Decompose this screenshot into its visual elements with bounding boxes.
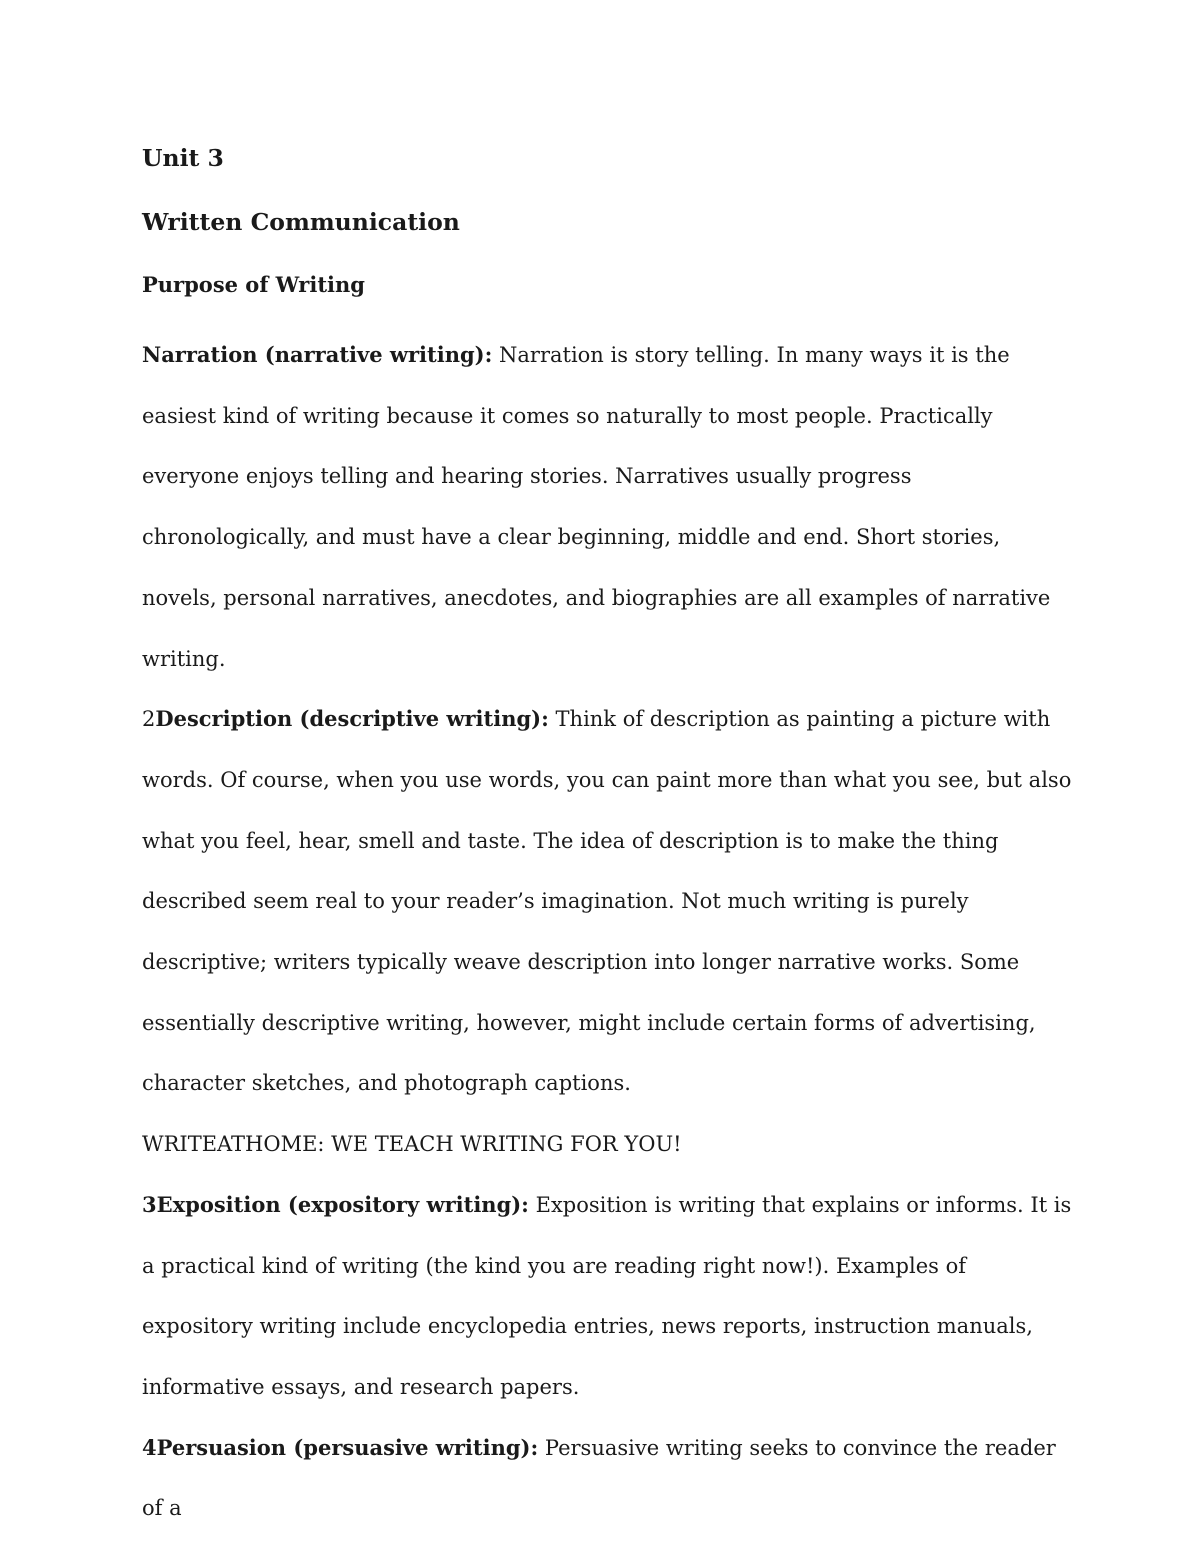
unit-heading: Unit 3 [142,144,224,172]
term-description: Description (descriptive writing): [155,706,549,732]
paragraph-exposition [142,1175,1072,1418]
term-exposition: Exposition (expository writing): [156,1191,529,1217]
term-persuasion: Persuasion (persuasive writing): [156,1434,539,1460]
paragraph-text: Think of description as painting a picture with words. Of course, when you use words, you can paint more than what you see, but also what you feel, hear, smell and taste. The idea of description is to make the thing described seem real to your reader’s imagination. Not much writing is purely descriptive; writers typically weave description into longer narrative works. Some essentially descriptive writing, however, might include certain forms of advertising, character sketches, and photograph captions. [142,707,1072,1096]
paragraph-text: Narration is story telling. In many ways it is the easiest kind of writing because it comes so naturally to most people. Practically everyone enjoys telling and hearing stories. Narratives usually progress chronologically, and must have a clear beginning, middle and end. Short stories, novels, personal narratives, anecdotes, and biographies are all examples of narrative writing. [142,343,1051,671]
paragraph-number: 4 [142,1434,157,1460]
paragraph-text: Persuasive writing seeks to convince the reader of a [142,1435,1056,1521]
term-narration: Narration (narrative writing): [142,342,493,367]
paragraph-number: 3 [142,1191,157,1217]
document-title: Written Communication [142,208,460,236]
section-subtitle: Purpose of Writing [142,272,365,297]
paragraph-number: 2 [142,707,156,732]
paragraph-narration [142,325,1072,689]
promo-banner: WRITEATHOME: WE TEACH WRITING FOR YOU! [142,1132,682,1157]
paragraph-description [142,689,1072,1114]
paragraph-text: Exposition is writing that explains or informs. It is a practical kind of writing (the kind you are reading right now!). Examples of expository writing include encyclopedia entries, news reports, instruction manuals, informative essays, and research papers. [142,1192,1072,1399]
paragraph-persuasion [142,1418,1072,1539]
document-body [142,138,1072,1539]
